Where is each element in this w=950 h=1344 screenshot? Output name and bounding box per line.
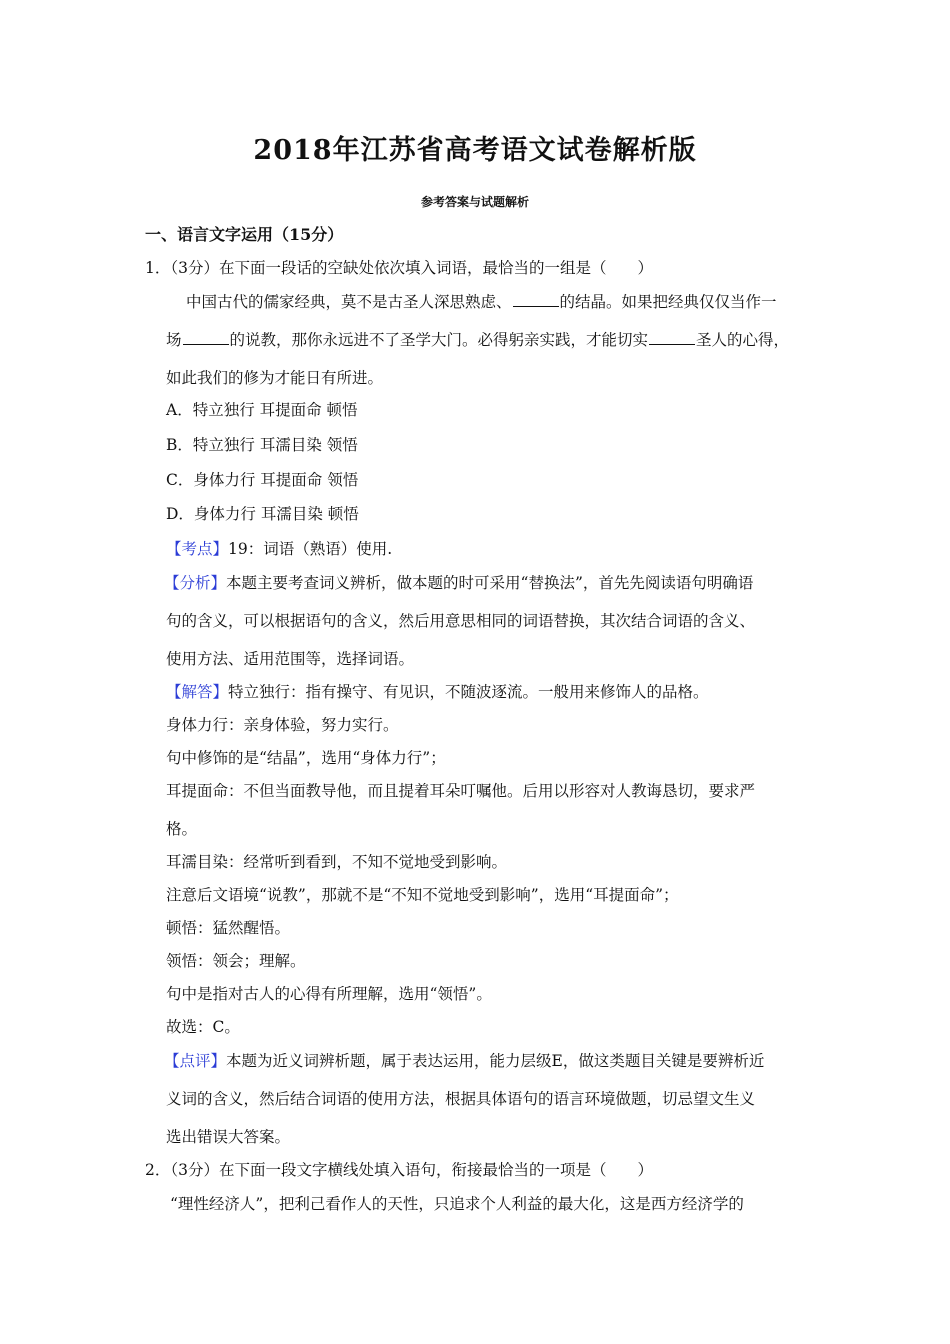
q1-jieda-line-3: 句中修饰的是“结晶”，选用“身体力行”； <box>166 749 446 767</box>
q1-blank-3 <box>649 330 695 345</box>
q1-fenxi-line-2: 句的含义，可以根据语句的含义，然后用意思相同的词语替换，其次结合词语的含义、 <box>166 612 756 630</box>
kaodian-text: 19：词语（熟语）使用. <box>228 540 393 558</box>
q2-stem: 2．（3分）在下面一段文字横线处填入语句，衔接最恰当的一项是（ ） <box>145 1161 653 1179</box>
q1-option-a: A．特立独行 耳提面命 顿悟 <box>166 401 358 419</box>
kaodian-tag: 【考点】 <box>166 540 229 558</box>
q1-stem: 1．（3分）在下面一段话的空缺处依次填入词语，最恰当的一组是（ ） <box>145 259 653 277</box>
q1-option-d: D．身体力行 耳濡目染 顿悟 <box>166 505 359 523</box>
dianping-text: 本题为近义词辨析题，属于表达运用，能力层级E，做这类题目关键是要辨析近 <box>226 1052 765 1070</box>
q1-option-c: C．身体力行 耳提面命 领悟 <box>166 471 359 489</box>
q1-option-b: B．特立独行 耳濡目染 领悟 <box>166 436 358 454</box>
q1-passage-text: 圣人的心得， <box>696 331 790 349</box>
q2-passage-line-1: “理性经济人”，把利己看作人的天性，只追求个人利益的最大化，这是西方经济学的 <box>170 1195 744 1213</box>
q1-jieda-line-6: 耳濡目染：经常听到看到，不知不觉地受到影响。 <box>166 853 508 871</box>
q1-blank-1 <box>513 292 559 307</box>
q1-jieda-line-5: 格。 <box>166 820 198 838</box>
q1-passage-text: 场 <box>166 331 182 349</box>
q1-passage-line-2 <box>166 328 789 350</box>
q1-passage-line-3: 如此我们的修为才能日有所进。 <box>166 369 384 387</box>
q1-jieda-line-9: 领悟：领会；理解。 <box>166 952 306 970</box>
fenxi-text: 本题主要考查词义辨析，做本题的时可采用“替换法”，首先先阅读语句明确语 <box>226 574 754 592</box>
fenxi-tag: 【分析】 <box>164 574 227 592</box>
q1-fenxi-line-3: 使用方法、适用范围等，选择词语。 <box>166 650 415 668</box>
jieda-text: 特立独行：指有操守、有见识，不随波逐流。一般用来修饰人的品格。 <box>228 683 709 701</box>
document-title: 2018年江苏省高考语文试卷解析版 <box>253 135 697 166</box>
q1-jieda-line-11: 故选：C。 <box>166 1018 240 1036</box>
q1-jieda-line-7: 注意后文语境“说教”，那就不是“不知不觉地受到影响”，选用“耳提面命”； <box>166 886 679 904</box>
q1-jieda-line-10: 句中是指对古人的心得有所理解，选用“领悟”。 <box>166 985 492 1003</box>
q1-dianping-line-1 <box>164 1049 764 1071</box>
q1-blank-2 <box>183 330 229 345</box>
q1-passage-text: 中国古代的儒家经典，莫不是古圣人深思熟虑、 <box>186 293 512 311</box>
q1-fenxi-line-1 <box>164 571 753 593</box>
q1-jieda-line-2: 身体力行：亲身体验，努力实行。 <box>166 716 399 734</box>
q1-jieda-line-8: 顿悟：猛然醒悟。 <box>166 919 291 937</box>
section-heading: 一、语言文字运用（15分） <box>145 225 344 244</box>
q1-passage-text: 的结晶。如果把经典仅仅当作一 <box>559 293 777 311</box>
q1-dianping-line-2: 义词的含义，然后结合词语的使用方法，根据具体语句的语言环境做题，切忌望文生义 <box>166 1090 756 1108</box>
q1-passage-line-1 <box>186 290 777 312</box>
q1-kaodian <box>166 537 392 559</box>
q1-jieda-line-4: 耳提面命：不但当面教导他，而且提着耳朵叮嘱他。后用以形容对人教诲恳切，要求严 <box>166 782 756 800</box>
document-subtitle: 参考答案与试题解析 <box>420 195 529 209</box>
q1-jieda-line-1 <box>166 680 709 702</box>
dianping-tag: 【点评】 <box>164 1052 227 1070</box>
q1-dianping-line-3: 选出错误大答案。 <box>166 1128 291 1146</box>
jieda-tag: 【解答】 <box>166 683 229 701</box>
q1-passage-text: 的说教，那你永远进不了圣学大门。必得躬亲实践，才能切实 <box>229 331 649 349</box>
